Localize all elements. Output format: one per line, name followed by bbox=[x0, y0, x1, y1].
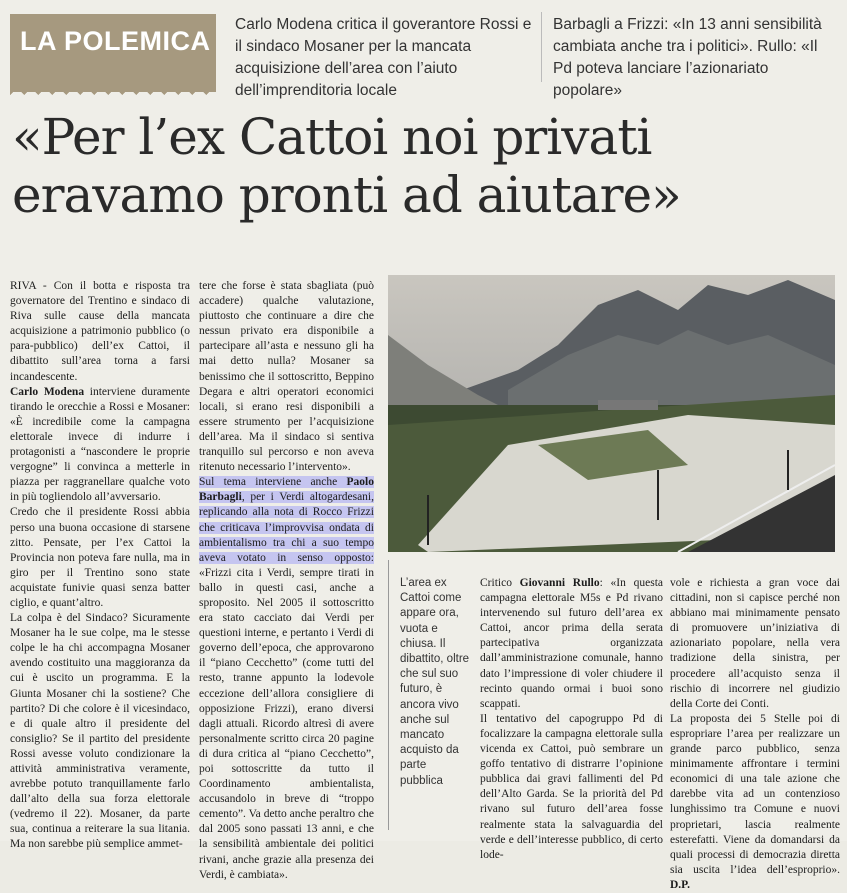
paragraph bbox=[670, 712, 840, 893]
column-divider bbox=[541, 12, 542, 82]
kicker-banner bbox=[10, 14, 216, 92]
paragraph-text: , per i Verdi altogardesani, replicando alla nota di Rocco Frizzi che criticava l’improvvisa ondata di ambientalismo tra chi a suo tempo aveva votato in senso opposto: bbox=[199, 491, 374, 564]
speaker-name: Carlo Modena bbox=[10, 385, 85, 398]
paragraph-text: Critico bbox=[480, 577, 520, 589]
photo-scene bbox=[388, 275, 835, 552]
paragraph-text: Sul tema interviene anche bbox=[199, 476, 347, 489]
paragraph-text: interviene duramente tirando le orecchie a Rossi e Mosaner: «È incredibile come la campagna elettorale invece di indurre i protagonisti a “nascondere le proprie vergogne” li convinca a metterle in piazza per raggranellare qualche voto in più togliendolo all’avversario. bbox=[10, 385, 191, 504]
paragraph-text: : «In questa campagna elettorale M5s e Pd rivano intervenendo sul futuro dell’area ex Cattoi, ancor prima della serata partecipativa organizzata dall’amministrazione comunale, hanno dato l’impressione di voler chiudere il recinto quando ormai i buoi sono scappati. bbox=[480, 577, 663, 710]
speaker-name: Paolo Barbagli bbox=[199, 476, 374, 504]
paragraph-text: La proposta dei 5 Stelle poi di espropriare l’area per realizzare un grande parco pubblico, senza minimamente affrontare i termini economici di una tale azione che darebbe vita ad un contenzioso lunghissimo tra Comune e nuovi proprietari, lascia realmente esterefatti. Viene da domandarsi da quali processi di democrazia diretta sia uscita l’idea dell’esproprio». bbox=[670, 712, 840, 876]
paragraph bbox=[199, 475, 374, 883]
paragraph-text: «Frizzi cita i Verdi, sempre tirati in ballo in questi casi, anche a sproposito. Nel 2005 il sottoscritto era stato cacciato dai Verdi per questioni interne, e pertanto i Verdi di governo dell’epoca, che approvarono il “piano Cecchetto” (come tutti del resto, tranne appunto la lodevole eccezione dell’allora consigliere di opposizione Frizzi), erano diversi dagli attuali. Ricordo altresì di avere personalmente scritto circa 20 pagine di dura critica al “piano Cecchetto”, poi sottoscritte da tutto il Coordinamento ambientalista, accusandolo in breve di “troppo cemento”. Va detto anche peraltro che dal 2005 sono passati 13 anni, e che la sensibilità ambientale dei politici rivani, anche grazie alla presenza dei Verdi, è cambiata». bbox=[199, 566, 374, 881]
caption-divider bbox=[388, 560, 389, 830]
paragraph: vole e richiesta a gran voce dai cittadini, non si capisce perché non abbiano mai minimamente pensato di promuovere un’iniziativa di azionariato popolare, nella vera tradizione della sinistra, per procedere all’acquisto senza il rischio di incorrere nel giudizio della Corte dei Conti. bbox=[670, 577, 840, 710]
paragraph: RIVA - Con il botta e risposta tra governatore del Trentino e sindaco di Riva sulle cause della mancata acquisizione a patrimonio pubblico (o para-pubblico) dell’ex Cattoi, il dibattito sull’area torna a farsi incandescente. bbox=[10, 280, 190, 383]
paragraph bbox=[10, 385, 190, 506]
paragraph: Credo che il presidente Rossi abbia perso una buona occasione di starsene zitto. Pensate, per l’ex Cattoi la Provincia non poteva fare nulla, ma in giro per il Trentino sono state acquistate funivie quasi senza batter ciglio, e quant’altro. bbox=[10, 506, 190, 609]
paragraph: La colpa è del Sindaco? Sicuramente Mosaner ha le sue colpe, ma le stesse colpe le ha chi accompagna Mosaner avendo costituito una maggioranza da cui è uscito un programma. E la Giunta Mosaner chi la sostiene? Che partito? Di che colore è il vicesindaco, e di quale altro il presidente del consiglio? Se il partito del presidente Rossi avesse voluto condizionare la attività amministrativa veramente, avrebbe potuto tranquillamente farlo dall’alto della sua forza elettorale (vedremo il 22). Mosaner, da parte sua, continua a reiterare la sua litania. Ma non sarebbe più semplice ammet- bbox=[10, 612, 190, 851]
paragraph: Il tentativo del capogruppo Pd di focalizzare la campagna elettorale sulla vicenda ex Cattoi, può sembrare un goffo tentativo di distrarre l’opinione pubblica dai gravi fallimenti del Pd dell’Alto Garda. Se la priorità del Pd rivano sul futuro dell’area fosse realmente stata la salvaguardia del verde e dell’interesse pubblico, di certo lode- bbox=[480, 712, 663, 861]
kicker-label: LA POLEMICA bbox=[20, 26, 211, 56]
article-column-4 bbox=[670, 576, 840, 893]
subheading-right: Barbagli a Frizzi: «In 13 anni sensibilità cambiata anche tra i politici». Rullo: «Il Pd poteva lanciare l’azionariato popolare» bbox=[553, 16, 822, 99]
speaker-name: Giovanni Rullo bbox=[519, 577, 600, 589]
article-column-3 bbox=[480, 576, 663, 863]
article-photo bbox=[388, 275, 835, 552]
article-column-2 bbox=[199, 279, 374, 883]
headline: «Per l’ex Cattoi noi privati eravamo pronti ad aiutare» bbox=[12, 108, 681, 224]
paragraph bbox=[480, 576, 663, 712]
photo-caption: L’area ex Cattoi come appare ora, vuota e chiusa. Il dibattito, oltre che sul suo futuro, è ancora vivo anche sul mancato acquisto da parte pubblica bbox=[400, 577, 470, 787]
author-signature: D.P. bbox=[670, 878, 691, 891]
paragraph: tere che forse è stata sbagliata (può accadere) qualche valutazione, piuttosto che continuare a dire che nessun privato era disponibile a partecipare all’asta e nessuno gli ha mai detto nulla? Mosaner sa benissimo che il sottoscritto, Beppino Degara e altri operatori economici locali, si erano resi disponibili a essere strumento per l’acquisizione dell’area. Ma il sindaco si sentiva tranquillo sul percorso e non aveva ritenuto necessario l’intervento». bbox=[199, 280, 374, 474]
subheading-left: Carlo Modena critica il goverantore Rossi e il sindaco Mosaner per la mancata acquisizione dell’area con l’aiuto dell’imprenditoria locale bbox=[235, 16, 532, 99]
article-column-1 bbox=[10, 279, 190, 853]
